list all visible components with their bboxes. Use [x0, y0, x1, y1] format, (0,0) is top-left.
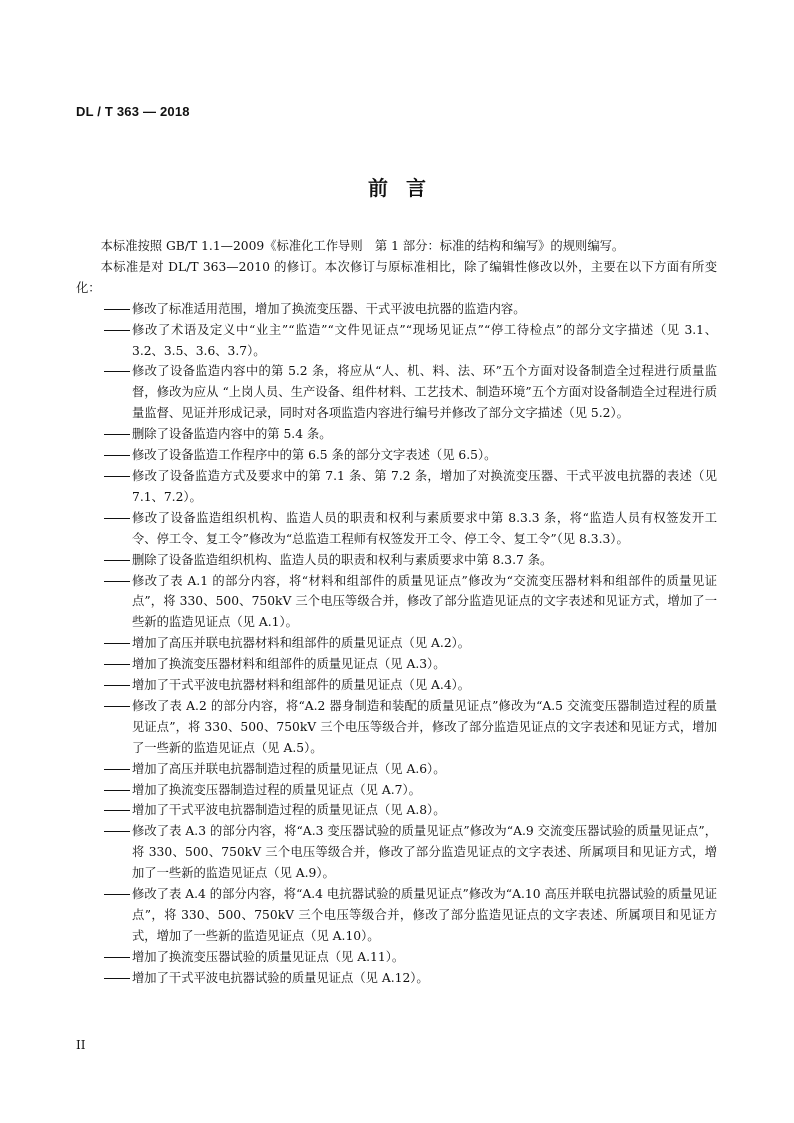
change-item-text: 修改了设备监造内容中的第 5.2 条，将应从“人、机、料、法、环”五个方面对设备制造全过程进行质量监督，修改为应从 “上岗人员、生产设备、组件材料、工艺技术、制造环境”五个方面对设备制造全过程进行质量监督、见证并形成记录，同时对各项监造内容进行编号并修改了部分文字描述（见 5.2）。: [132, 364, 717, 421]
change-item-text: 修改了表 A.4 的部分内容，将“A.4 电抗器试验的质量见证点”修改为“A.10 高压并联电抗器试验的质量见证点”，将 330、500、750kV 三个电压等级合并，修改了部分监造见证点的文字表述、所属项目和见证方式，增加了一些新的监造见证点（见 A.10）。: [132, 887, 717, 943]
change-item: [76, 299, 717, 320]
em-dash-bullet: [104, 957, 130, 958]
change-item-text: 修改了表 A.1 的部分内容，将“材料和组部件的质量见证点”修改为“交流变压器材料和组部件的质量见证点”，将 330、500、750kV 三个电压等级合并，修改了部分监造见证点的文字表述和见证方式，增加了一些新的监造见证点（见 A.1）。: [132, 573, 717, 630]
change-item-text: 增加了干式平波电抗器试验的质量见证点（见 A.12）。: [132, 970, 429, 985]
em-dash-bullet: [104, 455, 130, 456]
change-item: [76, 633, 717, 654]
change-item: [76, 800, 717, 821]
page-number: II: [76, 1038, 86, 1052]
intro-paragraph-1: 本标准按照 GB/T 1.1—2009《标准化工作导则 第 1 部分：标准的结构和编写》的规则编写。: [100, 239, 625, 253]
change-item-text: 增加了高压并联电抗器材料和组部件的质量见证点（见 A.2）。: [132, 636, 471, 651]
change-item: [76, 696, 717, 759]
standard-number: DL / T 363 — 2018: [76, 104, 190, 119]
em-dash-bullet: [104, 560, 130, 561]
em-dash-bullet: [104, 769, 130, 770]
change-item: [76, 759, 717, 780]
change-item: [76, 675, 717, 696]
change-item-text: 增加了高压并联电抗器制造过程的质量见证点（见 A.6）。: [132, 761, 446, 776]
em-dash-bullet: [104, 706, 130, 707]
change-item: [76, 550, 717, 571]
change-item-text: 删除了设备监造组织机构、监造人员的职责和权利与素质要求中第 8.3.7 条。: [132, 552, 553, 567]
change-item-text: 修改了设备监造组织机构、监造人员的职责和权利与素质要求中第 8.3.3 条，将“监造人员有权签发开工令、停工令、复工令”修改为“总监造工程师有权签发开工令、停工令、复工令”（见 8.3.3）。: [132, 510, 717, 546]
change-item-text: 修改了设备监造工作程序中的第 6.5 条的部分文字表述（见 6.5）。: [132, 448, 497, 463]
em-dash-bullet: [104, 664, 130, 665]
change-item: [76, 571, 717, 634]
change-item-text: 增加了换流变压器材料和组部件的质量见证点（见 A.3）。: [132, 657, 446, 672]
change-item-text: 修改了标准适用范围，增加了换流变压器、干式平波电抗器的监造内容。: [132, 301, 526, 316]
change-item-text: 修改了表 A.3 的部分内容，将“A.3 变压器试验的质量见证点”修改为“A.9 交流变压器试验的质量见证点”，将 330、500、750kV 三个电压等级合并，修改了部分监造见证点的文字表述、所属项目和见证方式，增加了一些新的监造见证点（见 A.9）。: [132, 824, 717, 881]
change-item: [76, 821, 717, 884]
em-dash-bullet: [104, 685, 130, 686]
em-dash-bullet: [104, 518, 130, 519]
change-item: [76, 884, 717, 947]
change-item: [76, 780, 717, 801]
change-item-text: 增加了换流变压器制造过程的质量见证点（见 A.7）。: [132, 782, 421, 797]
em-dash-bullet: [104, 643, 130, 644]
change-item: [76, 320, 717, 362]
change-item: [76, 424, 717, 445]
em-dash-bullet: [104, 371, 130, 372]
em-dash-bullet: [104, 810, 130, 811]
change-item-text: 删除了设备监造内容中的第 5.4 条。: [132, 427, 332, 442]
preface-body: [76, 236, 717, 989]
change-item: [76, 508, 717, 550]
change-item-text: 增加了干式平波电抗器材料和组部件的质量见证点（见 A.4）。: [132, 678, 471, 693]
em-dash-bullet: [104, 476, 130, 477]
em-dash-bullet: [104, 831, 130, 832]
change-item: [76, 466, 717, 508]
change-item: [76, 361, 717, 424]
page-title: 前言: [368, 176, 444, 200]
change-item: [76, 947, 717, 968]
em-dash-bullet: [104, 978, 130, 979]
em-dash-bullet: [104, 330, 130, 331]
em-dash-bullet: [104, 790, 130, 791]
change-item: [76, 968, 717, 989]
change-item: [76, 654, 717, 675]
change-item-text: 增加了换流变压器试验的质量见证点（见 A.11）。: [132, 949, 405, 964]
change-item-text: 修改了术语及定义中“业主”“监造”“文件见证点”“现场见证点”“停工待检点”的部分文字描述（见 3.1、3.2、3.5、3.6、3.7）。: [132, 322, 717, 358]
intro-paragraph-2: 本标准是对 DL/T 363—2010 的修订。本次修订与原标准相比，除了编辑性修改以外，主要在以下方面有所变化：: [76, 259, 717, 295]
em-dash-bullet: [104, 894, 130, 895]
change-item-text: 修改了设备监造方式及要求中的第 7.1 条、第 7.2 条，增加了对换流变压器、干式平波电抗器的表述（见 7.1、7.2）。: [132, 468, 717, 504]
change-item-text: 增加了干式平波电抗器制造过程的质量见证点（见 A.8）。: [132, 803, 446, 818]
em-dash-bullet: [104, 581, 130, 582]
em-dash-bullet: [104, 434, 130, 435]
change-item: [76, 445, 717, 466]
change-item-text: 修改了表 A.2 的部分内容，将“A.2 器身制造和装配的质量见证点”修改为“A.5 交流变压器制造过程的质量见证点”，将 330、500、750kV 三个电压等级合并，修改了部分监造见证点的文字表述和见证方式，增加了一些新的监造见证点（见 A.5）。: [132, 698, 717, 755]
em-dash-bullet: [104, 309, 130, 310]
